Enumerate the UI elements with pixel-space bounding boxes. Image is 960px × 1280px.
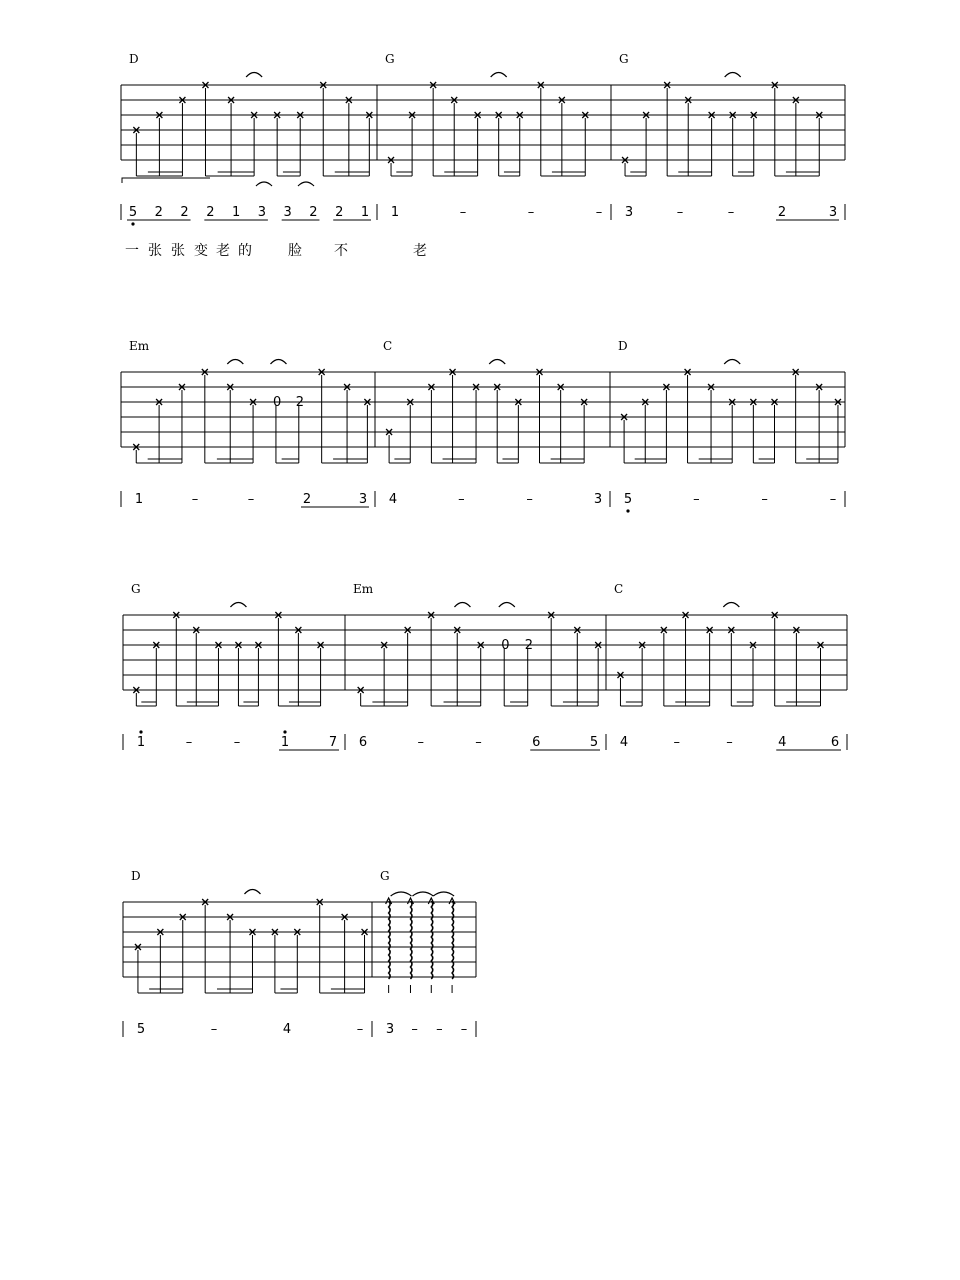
jianpu-note: 2 xyxy=(180,205,189,220)
jianpu-note: – xyxy=(673,735,680,750)
measure xyxy=(131,869,368,1037)
jianpu-note: 6 xyxy=(358,735,368,750)
arpeggio-mark xyxy=(389,901,391,979)
jianpu-note: – xyxy=(247,492,255,507)
tie-arc xyxy=(391,892,412,896)
tie-arc xyxy=(725,73,741,78)
jianpu-note: – xyxy=(761,492,768,507)
measure xyxy=(380,869,467,1037)
chord-name: C xyxy=(383,339,393,353)
jianpu-note: – xyxy=(191,492,199,507)
jianpu-note: 1 xyxy=(134,492,144,507)
jianpu-note: 4 xyxy=(619,735,629,750)
jianpu-note: – xyxy=(185,735,193,750)
jianpu-note: 2 xyxy=(309,205,318,220)
jianpu-note: 3 xyxy=(257,205,267,220)
jianpu-note: – xyxy=(460,1022,468,1037)
lyric-char: 变 xyxy=(194,243,208,259)
tab-system xyxy=(123,582,847,750)
measure xyxy=(127,52,372,226)
jianpu-note: – xyxy=(417,735,424,750)
jianpu-note: 3 xyxy=(828,205,838,220)
jianpu-note: – xyxy=(693,492,700,507)
jianpu-note: – xyxy=(233,735,241,750)
tie-arc xyxy=(724,360,740,365)
lyric-char: 张 xyxy=(171,243,185,259)
jianpu-note: 1 xyxy=(280,735,290,750)
tie-arc xyxy=(230,603,246,608)
jianpu-note: 3 xyxy=(385,1022,395,1037)
measure xyxy=(618,339,841,513)
jianpu-note: 4 xyxy=(778,735,787,750)
tie-arc xyxy=(246,73,262,78)
tab-system xyxy=(121,339,845,513)
bracket xyxy=(122,178,210,183)
chord-name: G xyxy=(131,582,141,596)
jianpu-note: 5 xyxy=(128,205,138,220)
lyric-char: 老 xyxy=(413,243,427,259)
jianpu-note: – xyxy=(356,1022,364,1037)
jianpu-slur xyxy=(298,182,314,186)
jianpu-note: 6 xyxy=(830,735,840,750)
jianpu-note: – xyxy=(459,205,467,220)
lyric-char: 的 xyxy=(238,243,252,259)
chord-name: G xyxy=(380,869,390,883)
jianpu-note: 3 xyxy=(593,492,603,507)
tie-arc xyxy=(244,890,260,895)
arpeggio-mark xyxy=(452,901,454,979)
fret-number: 0 xyxy=(272,395,282,410)
fret-number: 2 xyxy=(524,638,533,653)
jianpu-note: – xyxy=(726,735,733,750)
jianpu-note: 2 xyxy=(154,205,163,220)
chord-name: G xyxy=(619,52,629,66)
jianpu-note: – xyxy=(458,492,465,507)
jianpu-note: – xyxy=(527,205,535,220)
chord-name: Em xyxy=(129,339,150,353)
jianpu-note: 3 xyxy=(624,205,634,220)
lyric-char: 脸 xyxy=(288,243,302,259)
jianpu-note: 6 xyxy=(532,735,541,750)
jianpu-note: 1 xyxy=(390,205,400,220)
jianpu-note: 3 xyxy=(358,492,368,507)
tie-arc xyxy=(270,360,286,365)
arpeggio-mark xyxy=(410,901,412,979)
chord-name: C xyxy=(614,582,624,596)
jianpu-note: – xyxy=(411,1022,418,1037)
jianpu-note: 1 xyxy=(231,205,241,220)
chord-name: Em xyxy=(353,582,374,596)
arpeggio-mark xyxy=(431,901,433,979)
chord-name: D xyxy=(131,869,141,883)
lyric-char: 一 xyxy=(125,243,139,259)
jianpu-note: 2 xyxy=(777,205,787,220)
fret-number: 0 xyxy=(501,638,510,653)
jianpu-note: – xyxy=(727,205,735,220)
tie-arc xyxy=(454,603,470,608)
tie-arc xyxy=(491,73,507,78)
measure xyxy=(131,582,339,750)
jianpu-note: 3 xyxy=(283,205,292,220)
jianpu-note: – xyxy=(436,1022,443,1037)
jianpu-note: – xyxy=(595,205,603,220)
tie-arc xyxy=(227,360,243,365)
jianpu-note: 5 xyxy=(136,1022,146,1037)
jianpu-note: – xyxy=(475,735,482,750)
tab-system xyxy=(123,869,476,1037)
measure xyxy=(129,339,370,507)
jianpu-note: 1 xyxy=(136,735,146,750)
jianpu-note: – xyxy=(676,205,684,220)
tie-arc xyxy=(499,603,515,608)
measure xyxy=(385,52,602,220)
jianpu-note: 4 xyxy=(282,1022,292,1037)
low-octave-dot xyxy=(626,509,629,512)
fret-number: 2 xyxy=(295,395,305,410)
jianpu-note: 2 xyxy=(302,492,312,507)
tie-arc xyxy=(489,360,505,365)
tab-system xyxy=(121,52,845,226)
measure xyxy=(353,582,601,750)
jianpu-note: 5 xyxy=(589,735,599,750)
tie-arc xyxy=(412,892,433,896)
chord-name: D xyxy=(129,52,139,66)
jianpu-note: 2 xyxy=(206,205,215,220)
tie-arc xyxy=(723,603,739,608)
chord-name: G xyxy=(385,52,395,66)
measure xyxy=(614,582,841,750)
jianpu-note: – xyxy=(829,492,837,507)
jianpu-note: 4 xyxy=(388,492,398,507)
tie-arc xyxy=(433,892,454,896)
low-octave-dot xyxy=(131,222,134,225)
high-octave-dot xyxy=(283,730,286,733)
chord-name: D xyxy=(618,339,628,353)
lyric-char: 不 xyxy=(334,243,348,259)
high-octave-dot xyxy=(139,730,142,733)
measure xyxy=(383,339,602,507)
jianpu-note: 1 xyxy=(360,205,370,220)
lyric-char: 老 xyxy=(216,243,230,259)
jianpu-note: 5 xyxy=(623,492,633,507)
jianpu-note: 2 xyxy=(335,205,344,220)
jianpu-note: – xyxy=(210,1022,218,1037)
jianpu-note: 7 xyxy=(328,735,338,750)
lyric-char: 张 xyxy=(148,243,162,259)
measure xyxy=(619,52,839,220)
jianpu-note: – xyxy=(526,492,533,507)
jianpu-slur xyxy=(256,182,272,186)
